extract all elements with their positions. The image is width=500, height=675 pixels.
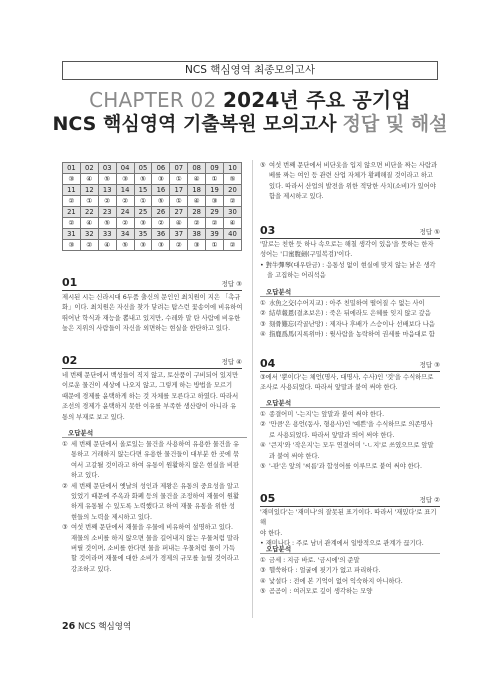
question-number: 14	[116, 185, 134, 196]
answer-cell: ③	[116, 174, 134, 185]
list-item	[260, 420, 440, 441]
text-line: 할 것이라며 재물에 대한 소비가 경제의 규모를 늘릴 것이라고	[71, 555, 240, 563]
text-line: '말로는 친한 듯 하나 속으로는 해칠 생각이 있음'을 뜻하는 한자	[260, 241, 434, 248]
text-line: 제시된 시는 신라시대 6두품 출신의 문인인 최치원이 지은 「촉규	[62, 294, 241, 301]
question-number: 24	[116, 207, 134, 218]
text-line: 조선의 경제가 윤택하지 못한 이유를 부족한 생산량이 아니라 유	[62, 403, 237, 411]
answer-cell: ②	[224, 196, 242, 207]
question-number: 21	[63, 207, 81, 218]
answer-cell: ②	[63, 196, 81, 207]
item-marker: ①	[260, 300, 266, 307]
item-marker: ②	[260, 310, 266, 318]
answer-cell: ④	[98, 240, 116, 251]
answer-row	[63, 196, 242, 207]
text-line: 강조하고 있다.	[71, 565, 112, 573]
question-number: 05	[134, 163, 152, 174]
answer-label: 정답 ②	[419, 496, 440, 504]
question-number: 17	[170, 185, 188, 196]
answer-cell: ⑤	[116, 240, 134, 251]
answer-number-row	[63, 207, 242, 218]
question-number: 28	[188, 207, 206, 218]
answer-cell: ②	[152, 218, 170, 229]
answer-cell: ③	[152, 174, 170, 185]
list-item	[260, 566, 440, 576]
answer-cell: ⑤	[98, 218, 116, 229]
text-line: 하게 유통될 수 있도록 노력했다고 하여 재물 유통을 위한 성	[71, 503, 236, 511]
answer-label: 정답 ③	[221, 280, 242, 288]
question-number: 20	[224, 185, 242, 196]
text-line: 로 사용되었다. 따라서 앞말과 띄어 써야 한다.	[269, 431, 395, 439]
text-line: 높은 지위의 사람들이 자신을 외면하는 현실을 한탄하고 있다.	[62, 325, 231, 333]
list-item	[260, 320, 440, 330]
question-number: 11	[63, 185, 81, 196]
question-number: 31	[63, 229, 81, 240]
list-item	[62, 523, 247, 575]
item-text: 刻骨難忘(각골난망) : 제자나 후배가 스승이나 선배보다 나음	[269, 320, 435, 328]
item-marker: ⑤	[260, 162, 266, 169]
explanation-03	[260, 240, 440, 282]
answer-cell: ③	[134, 240, 152, 251]
answer-cell: ③	[134, 218, 152, 229]
answer-cell: ④	[80, 218, 98, 229]
question-number: 15	[134, 185, 152, 196]
answer-cell: ③	[152, 240, 170, 251]
answer-cell: ①	[170, 196, 188, 207]
item-text: 水魚之交(수어지교) : 아주 친밀하여 떨어질 수 없는 사이	[269, 300, 425, 307]
text-line: 네 번째 문단에서 백성들이 직지 않고, 토산품이 구비되어 있지만	[62, 372, 239, 379]
question-number: 39	[206, 229, 224, 240]
text-line: 통의 부재로 보고 있다.	[62, 413, 125, 421]
text-line: 여섯 번째 문단에서 비단옷을 입지 않으면 비단을 짜는 사람과	[269, 162, 438, 169]
question-number: 22	[80, 207, 98, 218]
bullet-line: • 재미나다 : 주로 남녀 관계에서 일방적으로 관계가 끊기다.	[260, 540, 424, 548]
wrong-answer-analysis-label: 오답분석	[68, 429, 94, 437]
answer-cell: ⑤	[152, 196, 170, 207]
text-line: 현들의 노력을 제시하고 있다.	[71, 513, 152, 521]
boxed-series-title: NCS 핵심영역 최종모의고사	[62, 61, 438, 80]
answer-cell: ①	[80, 196, 98, 207]
answer-row	[63, 174, 242, 185]
answer-cell: ①	[206, 174, 224, 185]
answer-cell: ②	[170, 240, 188, 251]
answer-cell: ②	[63, 218, 81, 229]
answer-cell: ①	[206, 240, 224, 251]
text-line: 베를 짜는 여인 등 관련 산업 자체가 황폐해질 것이라고 하고	[269, 172, 434, 180]
item-marker: ③	[260, 567, 266, 575]
answer-cell: ⑤	[98, 174, 116, 185]
text-line: 함을 제시하고 있다.	[269, 193, 324, 201]
answer-cell: ③	[63, 240, 81, 251]
item-marker: ④	[260, 577, 266, 585]
answer-cell: ②	[188, 218, 206, 229]
list-item	[260, 577, 440, 587]
answer-cell: ③	[63, 174, 81, 185]
item-marker: ④	[260, 331, 266, 339]
list-item	[260, 330, 440, 340]
page-title-main: NCS 핵심영역 기출복원 모의고사	[52, 113, 337, 135]
list-item	[260, 441, 440, 462]
footer-label: NCS 핵심영역	[77, 622, 132, 632]
item-text: 指鹿爲馬(지록위마) : 윗사람을 농락하여 권세를 마음대로 함	[269, 331, 435, 339]
bullet-line: • 對牛彈琴(대우탄금) : 응통성 없이 현실에 맞지 않는 낡은 생각	[260, 261, 436, 269]
question-number: 10	[224, 163, 242, 174]
answer-cell: ②	[116, 196, 134, 207]
page-number: 26	[62, 621, 76, 632]
question-number: 34	[116, 229, 134, 240]
answer-label: 정답 ⑤	[419, 228, 440, 236]
question-number: 38	[188, 229, 206, 240]
text-line: 이로운 물건이 세상에 나오지 않고, 그렇게 하는 방법을 모르기	[62, 382, 233, 390]
list-item	[260, 587, 440, 597]
text-line: 종결어미 '-는지'는 앞말과 붙여 써야 한다.	[269, 411, 385, 418]
item-text: 곰곰이 : 여러모로 깊이 생각하는 모양	[269, 588, 373, 596]
item-text: 낯설다 : 전에 본 기억이 없어 익숙하지 아니하다.	[269, 577, 403, 585]
answer-cell: ④	[224, 218, 242, 229]
item-text: 結草報恩(결초보은) : 죽은 뒤에라도 은혜를 잊지 않고 갚음	[269, 310, 431, 318]
explanation-02	[62, 371, 247, 423]
item-text: 헬쑥하다 : 얼굴에 핏기가 없고 파리하다.	[269, 567, 381, 575]
text-line: 여섯 번째 문단에서 재물을 우물에 비유하여 설명하고 있다.	[71, 524, 233, 532]
question-number: 13	[98, 185, 116, 196]
item-marker: ③	[62, 524, 68, 532]
list-item	[260, 299, 440, 309]
list-item	[260, 161, 440, 203]
question-number: 32	[80, 229, 98, 240]
text-line: 여서 고갈될 것이라고 하여 유통이 원활하지 않은 현실을 비판	[71, 461, 240, 469]
answer-cell: ⑤	[134, 174, 152, 185]
analysis-list-04	[260, 410, 440, 472]
header-rule	[62, 368, 242, 369]
question-number: 37	[170, 229, 188, 240]
answer-cell: ③	[206, 196, 224, 207]
question-header-03	[260, 224, 440, 238]
text-line: 뛰어난 학식과 재능을 뽐내고 있지만, 수레와 말 탄 사람에 비유한	[62, 314, 241, 322]
answer-cell: ①	[134, 196, 152, 207]
item-marker: ②	[62, 482, 68, 490]
text-line: '만큼'은 용언(동사, 형용사)인 '예쁜'을 수식하므로 의존명사	[269, 421, 433, 429]
text-line: 때문에 경제를 윤택하게 하는 것 자체를 모른다고 하였다. 따라서	[62, 392, 239, 400]
question-number: 25	[134, 207, 152, 218]
item-text: 금세 : 지금 바로. '금시에'의 준말	[269, 557, 360, 564]
text-line: '큰지'와 '작은지'는 모두 연결어미 '-ㄴ지'로 쓰였으므로 앞말	[269, 442, 434, 450]
item-marker: ②	[260, 421, 266, 429]
wrong-answer-analysis-label: 오답분석	[266, 545, 292, 553]
question-number: 30	[224, 207, 242, 218]
question-number-label: 02	[62, 354, 78, 367]
answer-number-row	[63, 185, 242, 196]
question-number: 08	[188, 163, 206, 174]
wrong-answer-analysis-label: 오답분석	[266, 399, 292, 407]
wrong-answer-analysis-label: 오답분석	[266, 288, 292, 296]
answer-row	[63, 218, 242, 229]
header-rule	[260, 506, 440, 507]
text-line: 야 한다.	[260, 529, 283, 537]
item-marker: ⑤	[260, 463, 266, 471]
page-title-sub: 정답 및 해설	[342, 113, 448, 135]
question-number: 19	[206, 185, 224, 196]
question-header-04	[260, 357, 440, 371]
chapter-title	[0, 88, 500, 112]
answer-cell: ④	[80, 174, 98, 185]
answer-cell: ④	[188, 174, 206, 185]
answer-number-row	[63, 229, 242, 240]
question-number: 12	[80, 185, 98, 196]
explanation-04	[260, 373, 440, 394]
text-line: 성어는 '口蜜腹劍(구밀복검)'이다.	[260, 251, 353, 259]
text-line: 세 번째 문단에서 올로있는 물건을 사용하여 유용한 물건을 유	[71, 441, 240, 448]
header-rule	[260, 238, 440, 239]
question-number: 27	[170, 207, 188, 218]
item-marker: ①	[62, 441, 68, 448]
question-number: 04	[116, 163, 134, 174]
analysis-list-02	[62, 440, 247, 575]
question-number: 40	[224, 229, 242, 240]
list-item	[62, 440, 247, 482]
column-divider	[252, 160, 253, 618]
analysis-list-02-continued	[260, 161, 440, 203]
text-line: 통하고 거래하지 않는다면 유용한 물건들이 대부분 한 곳에 묶	[71, 451, 240, 459]
text-line: '재미있다'는 '재미나'의 잘못된 표기이다. 따라서 '재밌다'로 표기해	[260, 509, 437, 527]
text-line: ③에서 '뿐이다'는 체언(명사, 대명사, 수사)인 '것'을 수식하므로	[260, 374, 434, 381]
answer-label: 정답 ③	[419, 361, 440, 369]
question-number-label: 03	[260, 224, 276, 237]
item-marker: ①	[260, 411, 266, 418]
answer-cell: ④	[188, 196, 206, 207]
page-title	[0, 112, 500, 136]
question-number: 16	[152, 185, 170, 196]
question-number: 01	[63, 163, 81, 174]
question-number: 18	[188, 185, 206, 196]
bullet-line-continued: 을 고집하는 어리석음	[267, 272, 326, 280]
question-number: 06	[152, 163, 170, 174]
explanation-01	[62, 293, 247, 335]
answer-table	[62, 162, 242, 251]
analysis-rule	[62, 437, 247, 438]
answer-row	[63, 240, 242, 251]
answer-label: 정답 ④	[221, 358, 242, 366]
question-number: 03	[98, 163, 116, 174]
analysis-list-05	[260, 556, 440, 598]
list-item	[260, 410, 440, 420]
answer-cell: ①	[170, 174, 188, 185]
answer-cell: ②	[116, 218, 134, 229]
text-line: 하고 있다.	[71, 472, 100, 480]
text-line: 버릴 것이며, 소비를 한다면 물을 퍼내는 우물처럼 물이 가득	[71, 545, 236, 553]
question-header-01	[62, 276, 242, 290]
text-line: 세 번째 문단에서 옛날의 성인과 제왕은 유통의 중요성을 알고	[71, 482, 240, 490]
answer-cell: ②	[98, 196, 116, 207]
answer-cell: ⑤	[224, 174, 242, 185]
analysis-list-03	[260, 299, 440, 341]
question-number: 23	[98, 207, 116, 218]
text-line: 있었기 때문에 주옥과 화폐 등의 물건을 조정하여 재물이 원활	[71, 493, 240, 501]
question-number: 02	[80, 163, 98, 174]
answer-cell: ②	[80, 240, 98, 251]
analysis-rule	[260, 553, 440, 554]
text-line: 과 붙여 써야 한다.	[269, 452, 320, 460]
text-line: '-판'은 앞의 '씨름'과 합성어를 이루므로 붙여 써야 한다.	[269, 463, 422, 471]
question-number-label: 04	[260, 357, 276, 370]
header-rule	[260, 371, 440, 372]
answer-cell: ②	[224, 240, 242, 251]
answer-number-row	[63, 163, 242, 174]
list-item	[260, 556, 440, 566]
answer-cell: ②	[206, 218, 224, 229]
header-rule	[62, 290, 242, 291]
question-header-05	[260, 492, 440, 506]
text-line: 있다. 따라서 산업의 발전을 위한 적당한 사치(소비)가 있어야	[269, 182, 436, 190]
item-marker: ④	[260, 442, 266, 450]
item-marker: ①	[260, 557, 266, 564]
list-item	[62, 482, 247, 524]
answer-cell: ④	[170, 218, 188, 229]
question-number-label: 01	[62, 276, 78, 289]
chapter-name: 2024년 주요 공기업	[222, 88, 411, 112]
item-marker: ③	[260, 320, 266, 328]
analysis-rule	[260, 407, 440, 408]
answer-cell: ③	[188, 240, 206, 251]
text-line: 재물의 소비를 하지 않으면 물을 길어내지 않는 우물처럼 말라	[71, 534, 240, 542]
question-number: 36	[152, 229, 170, 240]
question-number: 33	[98, 229, 116, 240]
question-number: 09	[206, 163, 224, 174]
question-number: 35	[134, 229, 152, 240]
item-marker: ⑤	[260, 588, 266, 596]
analysis-rule	[260, 296, 440, 297]
page-footer	[62, 620, 131, 632]
chapter-label: CHAPTER 02	[89, 88, 217, 112]
question-number: 07	[170, 163, 188, 174]
list-item	[260, 309, 440, 319]
text-line: 조사로 사용되었다. 따라서 앞말과 붙여 써야 한다.	[260, 384, 398, 392]
list-item	[260, 462, 440, 472]
text-line: 화」이다. 최치원은 자신을 찾가 닿려는 탐스런 꽃송이에 비유하여	[62, 304, 243, 312]
question-number: 26	[152, 207, 170, 218]
question-number-label: 05	[260, 492, 276, 505]
question-number: 29	[206, 207, 224, 218]
question-header-02	[62, 354, 242, 368]
